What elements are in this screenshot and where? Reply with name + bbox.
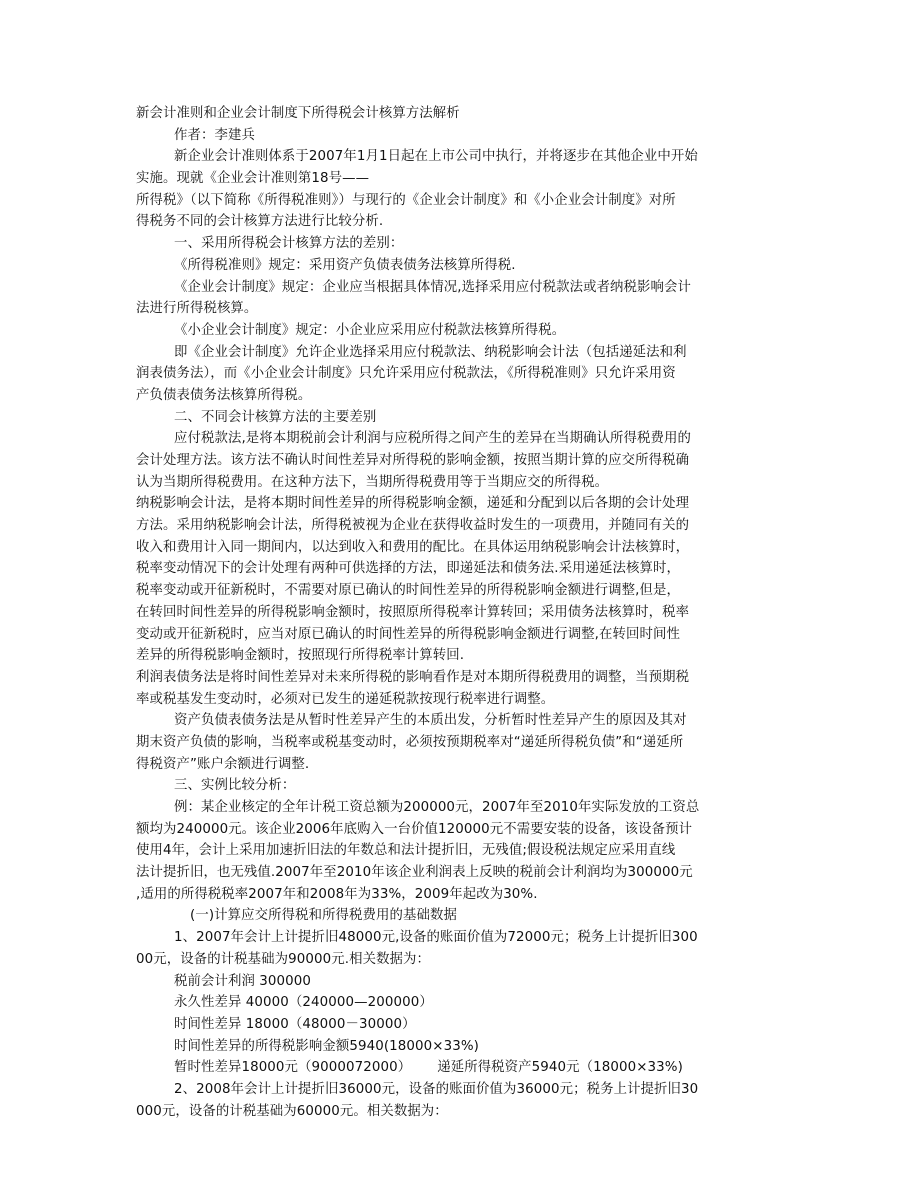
text-line: 方法。采用纳税影响会计法，所得税被视为企业在获得收益时发生的一项费用，并随同有关的 [136, 518, 690, 534]
text-line: 《所得税准则》规定：采用资产负债表债务法核算所得税. [174, 257, 516, 273]
text-line: 认为当期所得税费用。在这种方法下，当期所得税费用等于当期应交的所得税。 [136, 474, 609, 490]
text-line: 1、2007年会计上计提折旧48000元,设备的账面价值为72000元；税务上计提折旧300 [174, 930, 698, 946]
section-heading: 三、实例比较分析： [174, 778, 296, 794]
text-line: 《企业会计制度》规定：企业应当根据具体情况,选择采用应付税款法或者纳税影响会计 [174, 279, 691, 295]
text-line: 资产负债表债务法是从暂时性差异产生的本质出发，分析暂时性差异产生的原因及其对 [174, 713, 687, 729]
data-line: 时间性差异 18000（48000－30000） [174, 1016, 416, 1032]
author-line: 作者：李建兵 [174, 127, 255, 143]
deferred-tax-asset-text: 递延所得税资产5940元（18000×33%) [437, 1060, 683, 1076]
text-line: 000元，设备的计税基础为60000元。相关数据为： [136, 1103, 448, 1119]
text-line: 使用4年，会计上采用加速折旧法的年数总和法计提折旧，无残值;假设税法规定应采用直线 [136, 843, 676, 859]
subsection-heading: (一)计算应交所得税和所得税费用的基础数据 [190, 908, 457, 924]
document-body [136, 103, 786, 1122]
data-line: 时间性差异的所得税影响金额5940(18000×33%) [174, 1038, 479, 1054]
text-line: 所得税》（以下简称《所得税准则》）与现行的《企业会计制度》和《小企业会计制度》对所 [136, 192, 676, 208]
text-line: 即《企业会计制度》允许企业选择采用应付税款法、纳税影响会计法（包括递延法和利 [174, 344, 687, 360]
text-line: 《小企业会计制度》规定：小企业应采用应付税款法核算所得税。 [174, 322, 566, 338]
text-line: 税率变动情况下的会计处理有两种可供选择的方法，即递延法和债务法.采用递延法核算时， [136, 561, 680, 577]
text-line: 收入和费用计入同一期间内，以达到收入和费用的配比。在具体运用纳税影响会计法核算时， [136, 539, 690, 555]
text-line: 会计处理方法。该方法不确认时间性差异对所得税的影响金额，按照当期计算的应交所得税确 [136, 453, 690, 468]
data-line: 税前会计利润 300000 [174, 973, 312, 989]
text-line: 2、2008年会计上计提折旧36000元，设备的账面价值为36000元；税务上计提折旧30 [174, 1081, 699, 1097]
data-line: 永久性差异 40000（240000—200000） [174, 995, 433, 1011]
text-line: 应付税款法,是将本期税前会计利润与应税所得之间产生的差异在当期确认所得税费用的 [174, 431, 691, 447]
text-line: 利润表债务法是将时间性差异对未来所得税的影响看作是对本期所得税费用的调整，当预期税 [136, 669, 690, 685]
temporary-difference-text: 暂时性差异18000元（9000072000） [174, 1060, 412, 1076]
text-line: 得税资产”账户余额进行调整. [136, 756, 310, 772]
text-line: ,适用的所得税税率2007年和2008年为33%，2009年起改为30%. [136, 886, 538, 902]
text-line: 纳税影响会计法，是将本期时间性差异的所得税影响金额，递延和分配到以后各期的会计处理 [136, 496, 690, 512]
document-title: 新会计准则和企业会计制度下所得税会计核算方法解析 [136, 106, 460, 121]
data-line [136, 1057, 786, 1079]
text-line: 期末资产负债的影响，当税率或税基变动时，必须按预期税率对“递延所得税负债”和“递延所 [136, 734, 684, 750]
text-line: 新企业会计准则体系于2007年1月1日起在上市公司中执行，并将逐步在其他企业中开始 [174, 149, 698, 165]
section-heading: 二、不同会计核算方法的主要差别 [174, 409, 377, 425]
text-line: 法计提折旧，也无残值.2007年至2010年该企业利润表上反映的税前会计利润均为300000元 [136, 865, 693, 881]
text-line: 税率变动或开征新税时，不需要对原已确认的时间性差异的所得税影响金额进行调整,但是， [136, 583, 680, 599]
text-line: 变动或开征新税时，应当对原已确认的时间性差异的所得税影响金额进行调整,在转回时间性 [136, 626, 680, 642]
text-line: 得税务不同的会计核算方法进行比较分析. [136, 214, 384, 230]
text-line: 例：某企业核定的全年计税工资总额为200000元，2007年至2010年实际发放的工资总 [174, 800, 700, 815]
section-heading: 一、采用所得税会计核算方法的差别： [174, 236, 404, 252]
text-line: 润表债务法），而《小企业会计制度》只允许采用应付税款法，《所得税准则》只允许采用资 [136, 366, 676, 382]
text-line: 法进行所得税核算。 [136, 301, 258, 317]
text-line: 额均为240000元。该企业2006年底购入一台价值120000元不需要安装的设备，该设备预计 [136, 821, 693, 837]
text-line: 差异的所得税影响金额时，按照现行所得税率计算转回. [136, 648, 465, 664]
text-line: 00元，设备的计税基础为90000元.相关数据为： [136, 951, 431, 967]
text-line: 实施。现就《企业会计准则第18号—— [136, 171, 370, 187]
text-line: 在转回时间性差异的所得税影响金额时，按照原所得税率计算转回；采用债务法核算时，税率 [136, 604, 690, 620]
text-line: 率或税基发生变动时，必须对已发生的递延税款按现行税率进行调整。 [136, 691, 555, 707]
text-line: 产负债表债务法核算所得税。 [136, 387, 312, 403]
